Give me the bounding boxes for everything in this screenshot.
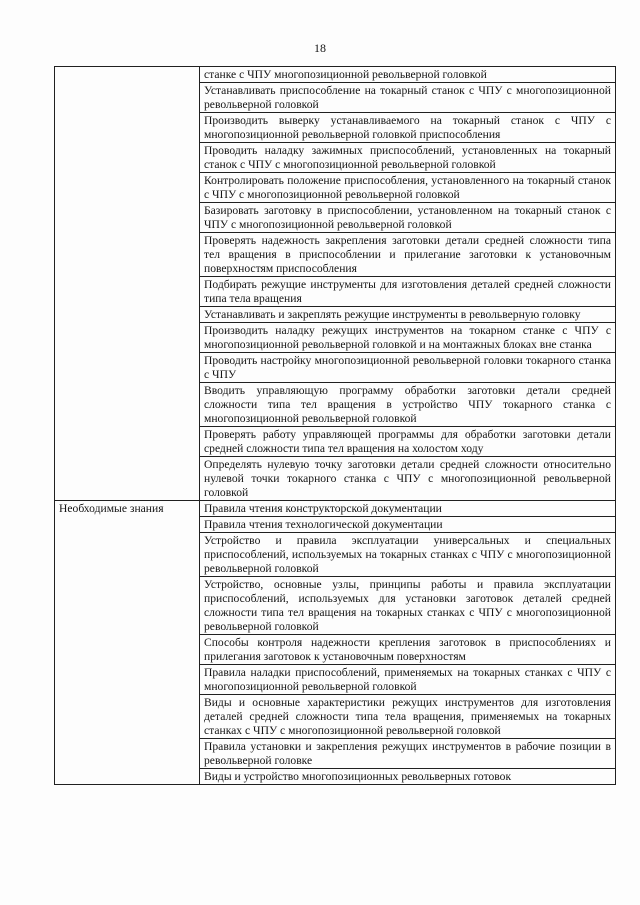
requirement-item: Контролировать положение приспособления, установленного на токарный станок с ЧПУ с многопозиционной револьверной головкой [200,173,616,203]
table-row [55,67,616,83]
requirements-table-body [55,67,616,785]
requirement-item: Вводить управляющую программу обработки заготовки детали средней сложности типа тел вращения в устройство ЧПУ токарного станка с многопозиционной револьверной головкой [200,383,616,427]
requirement-item: Виды и основные характеристики режущих инструментов для изготовления деталей средней сложности типа тела вращения, применяемых на токарных станках с ЧПУ с многопозиционной револьверной головкой [200,695,616,739]
section-label-knowledge: Необходимые знания [55,501,200,785]
requirement-item: Проводить наладку зажимных приспособлений, установленных на токарный станок с ЧПУ с многопозиционной револьверной головкой [200,143,616,173]
requirement-item: Устанавливать приспособление на токарный станок с ЧПУ с многопозиционной револьверной головкой [200,83,616,113]
requirements-table [54,66,616,785]
requirement-item: Базировать заготовку в приспособлении, установленном на токарный станок с ЧПУ с многопозиционной револьверной головкой [200,203,616,233]
requirement-item: Правила наладки приспособлений, применяемых на токарных станках с ЧПУ с многопозиционной револьверной головкой [200,665,616,695]
requirement-item: Производить выверку устанавливаемого на токарный станок с ЧПУ с многопозиционной револьверной головкой приспособления [200,113,616,143]
requirement-item: Виды и устройство многопозиционных револьверных готовок [200,769,616,785]
requirement-item: Устанавливать и закреплять режущие инструменты в револьверную головку [200,307,616,323]
section-label-cell [55,67,200,501]
requirement-item: Производить наладку режущих инструментов на токарном станке с ЧПУ с многопозиционной револьверной головкой и на монтажных блоках вне станка [200,323,616,353]
requirement-item: Проверять работу управляющей программы для обработки заготовки детали средней сложности типа тел вращения на холостом ходу [200,427,616,457]
requirement-item: Правила установки и закрепления режущих инструментов в рабочие позиции в револьверной головке [200,739,616,769]
table-row [55,501,616,517]
requirement-item: Определять нулевую точку заготовки детали средней сложности относительно нулевой точки токарного станка с ЧПУ с многопозиционной револьверной головкой [200,457,616,501]
requirement-item: Устройство и правила эксплуатации универсальных и специальных приспособлений, используемых на токарных станках с ЧПУ с многопозиционной револьверной головкой [200,533,616,577]
requirement-item: станке с ЧПУ многопозиционной револьверной головкой [200,67,616,83]
requirement-item: Подбирать режущие инструменты для изготовления деталей средней сложности типа тела вращения [200,277,616,307]
requirement-item: Устройство, основные узлы, принципы работы и правила эксплуатации приспособлений, используемых для установки заготовок деталей средней сложности типа тел вращения на токарных станках с ЧПУ с многопозиционной револьверной головкой [200,577,616,635]
requirement-item: Правила чтения технологической документации [200,517,616,533]
requirement-item: Способы контроля надежности крепления заготовок в приспособлениях и прилегания заготовок к установочным поверхностям [200,635,616,665]
page-number: 18 [314,41,326,55]
requirement-item: Проводить настройку многопозиционной револьверной головки токарного станка с ЧПУ [200,353,616,383]
requirement-item: Проверять надежность закрепления заготовки детали средней сложности типа тел вращения в приспособлении и прилегание заготовки к установочным поверхностям приспособления [200,233,616,277]
requirement-item: Правила чтения конструкторской документации [200,501,616,517]
